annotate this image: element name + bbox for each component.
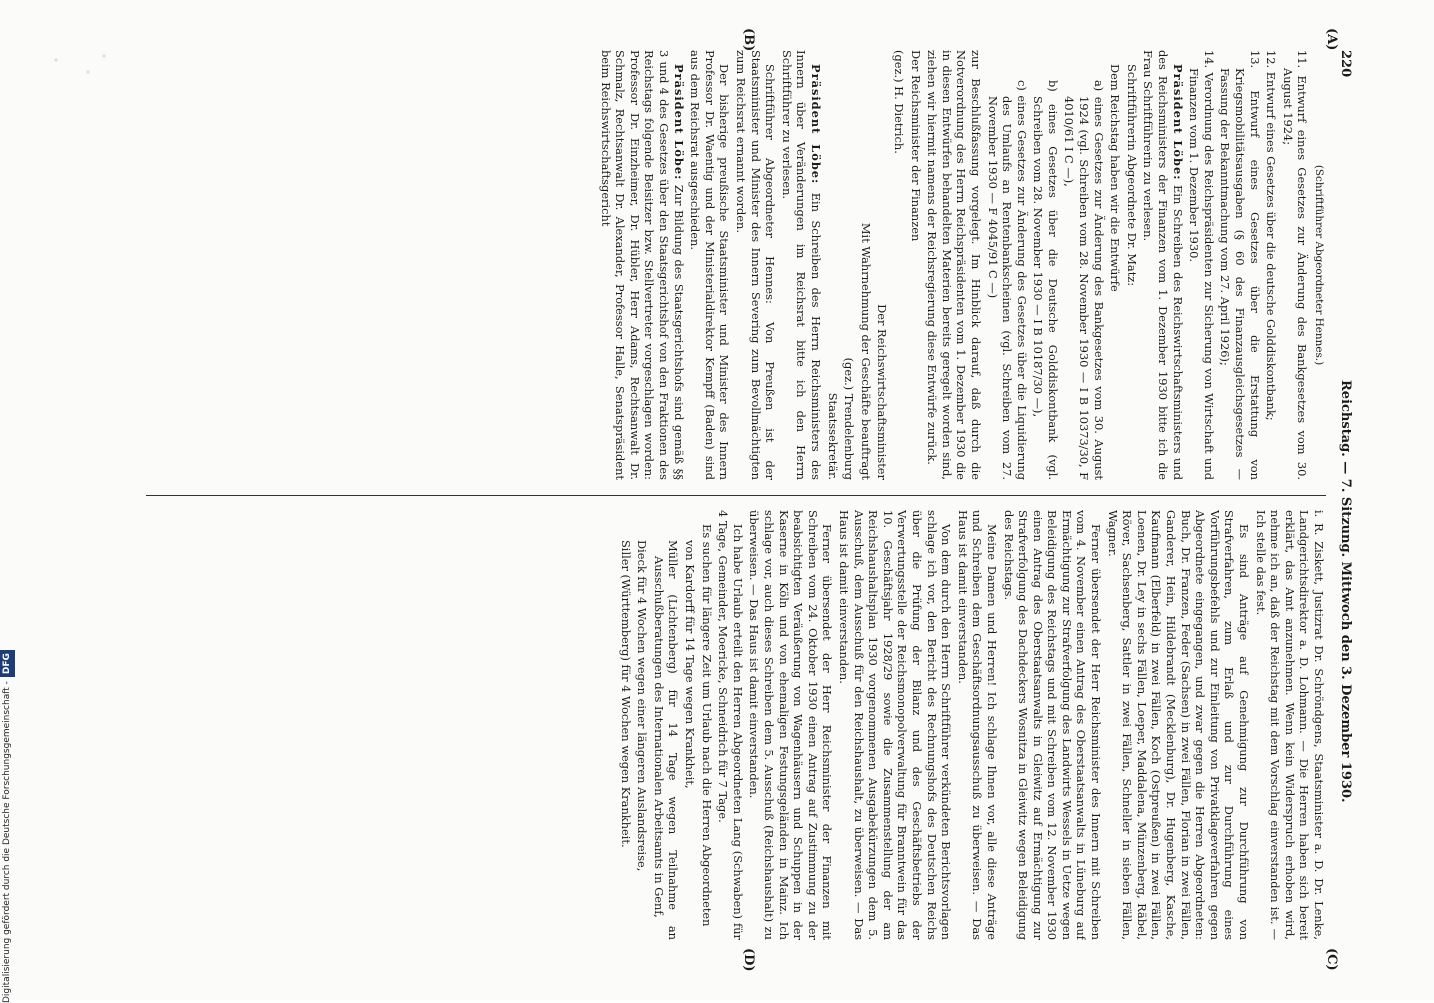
paragraph — [598, 50, 686, 480]
agenda-item: 13. Entwurf eines Gesetzes über die Erstattung von Kriegsmobilitätsausgaben (§ 60 des Finanzausgleichsgesetzes — Fassung der Bekanntmachung vom 27. April 1926); — [1218, 50, 1262, 480]
paragraph: Schriftführerin Abgeordnete Dr. Matz: — [1124, 64, 1139, 287]
funding-note-band — [0, 0, 16, 1003]
paragraph: Ich habe Urlaub erteilt den Herren Abgeordneten Lang (Schwaben) für 4 Tage, Gemeinder, Moericke, Schneidrich für 7 Tage. — [716, 510, 745, 940]
signature-line: Der Reichswirtschaftsminister — [875, 304, 890, 480]
funding-text: Digitalisierung gefördert durch die Deutsche Forschungsgemeinschaft - — [2, 681, 12, 1003]
speaker-name: Präsident Löbe: — [1170, 64, 1185, 181]
paragraph: Ferner übersendet der Herr Reichsminister der Finanzen mit Schreiben vom 24. Oktober 1930 einen Antrag auf Zustimmung zu der beabsichtigten Veräußerung von Wagenhäusern und Schuppen in der Kaserne in Köln und von ehemaligen Festungsgeländen in Mainz. Ich schlage vor, auch dieses Schreiben dem 5. Ausschuß (Reichshaushalt) zu überweisen. — Das Haus ist damit einverstanden. — [747, 510, 835, 940]
paragraph: Schriftführer Abgeordneter Hennes: Von Preußen ist der Staatsminister und Minister des Innern Severing zum Bevollmächtigten zum Reichsrat ernannt worden. — [734, 50, 778, 480]
left-column — [136, 50, 1326, 480]
agenda-list — [1187, 50, 1310, 480]
speaker-note: (Schriftführer Abgeordneter Hennes.) — [1313, 164, 1325, 366]
funding-note — [0, 13, 15, 1003]
speaker-name: Präsident Löbe: — [671, 64, 686, 181]
sub-item-a: a) eines Gesetzes zur Änderung des Bankgesetzes vom 30. August 1924 (vgl. Schreiben vom 28. November 1930 — I B 10373/30, F 4010/61 I C —), — [1062, 80, 1106, 480]
signature-line: Mit Wahrnehmung der Geschäfte beauftragt — [858, 222, 873, 480]
agenda-item: 12. Entwurf eines Gesetzes über die deutsche Golddiskontbank; — [1264, 50, 1279, 421]
right-column — [136, 510, 1326, 940]
speech-text: Ein Schreiben des Herrn Reichsministers des Innern über Veränderungen im Reichsrat bitte ich den Herrn Schriftführer zu verlesen. — [779, 50, 823, 480]
leave-entry: Siller (Württemberg) für 4 Wochen wegen Krankheit. — [618, 540, 633, 848]
paragraph — [1141, 50, 1185, 480]
speaker-name: Präsident Löbe: — [809, 64, 823, 185]
leave-entry: Müller (Lichtenberg) für 14 Tage wegen Teilnahme an Ausschußberatungen des Internationalen Arbeitsamts in Genf, — [651, 540, 681, 940]
margin-letter-b: (B) — [741, 28, 756, 52]
paragraph: Ferner übersendet der Herr Reichsminister des Innern mit Schreiben vom 4. November einen Antrag des Oberstaatsanwalts in Lüneburg auf Ermächtigung zur Strafverfolgung des Landwirts Wessels in Uetze wegen Beleidigung des Reichstags und mit Schreiben vom 12. November 1930 einen Antrag des Oberstaatsanwalts in Gleiwitz auf Ermächtigung zur Strafverfolgung des Dachdeckers Wosnitza in Gleiwitz wegen Beleidigung des Reichstags. — [1001, 510, 1104, 940]
agenda-item: 14. Verordnung des Reichspräsidenten zur Sicherung von Wirtschaft und Finanzen vom 1. Dezember 1930. — [1187, 50, 1216, 480]
leave-entry: von Kardorff für 14 Tage wegen Krankheit, — [683, 540, 698, 789]
paragraph: i. R. Ziskett, Justizrat Dr. Schröndgens, Staatsminister a. D. Dr. Lenke, Landgerichtsdirektor a. D. Lohmann. — Die Herren haben sich bereit erklärt, das Amt anzunehmen. Wenn kein Widerspruch erhoben wird, nehme ich an, daß der Reichstag mit dem Vorschlag einverstanden ist. — Ich stelle das fest. — [1253, 510, 1326, 940]
paragraph: Es sind Anträge auf Genehmigung zur Durchführung von Strafverfahren, zum Erlaß und zur Durchführung eines Vorführungsbefehls und zur Einleitung von Privatklageverfahren gegen Abgeordnete eingegangen, und zwar gegen die Herren Abgeordneten: Buch, Dr. Franzen, Feder (Sachsen) in zwei Fällen, Florian in zwei Fällen, Ganderer, Hein, Hildebrandt (Mecklenburg), Dr. Hugenberg, Kasche, Kaufmann (Elberfeld) in zwei Fällen, Koch (Ostpreußen) in zwei Fällen, Loenen, Dr. Ley in sechs Fällen, Loeper, Maddalena, Münzenberg, Räbel, Röver, Sachsenberg, Sattler in zwei Fällen, Schneller in sieben Fällen, Wagner. — [1105, 510, 1252, 940]
signature-line: (gez.) H. Dietrich. — [891, 50, 906, 154]
speech-text: Zur Bildung des Staatsgerichtshofs sind gemäß §§ 3 und 4 des Gesetzes über den Staatsgerichtshof von den Fraktionen des Reichstags folgende Beisitzer bzw. Stellvertreter vorgeschlagen worden: Professor Dr. Einzheimer, Dr. Hübler, Herr Adams, Rechtsanwalt Dr. Schmalz, Rechtsanwalt Dr. Alexander, Professor Halle, Senatspräsident beim Reichswirtschaftsgericht — [598, 50, 686, 480]
page-number: 220 — [1338, 50, 1353, 78]
page-header — [1332, 50, 1352, 950]
speech-text: Ein Schreiben des Reichswirtschaftsministers und des Reichsministers der Finanzen vom 1. Dezember 1930 bitte ich die Frau Schriftführerin zu verlesen. — [1141, 50, 1185, 480]
running-title: Reichstag. — 7. Sitzung. Mittwoch den 3. Dezember 1930. — [1338, 380, 1353, 803]
scan-speck — [40, 48, 120, 88]
paragraph — [779, 50, 823, 480]
sub-item-c: c) eines Gesetzes zur Änderung des Gesetzes über die Liquidierung des Umlaufs an Rentenbankscheinen (vgl. Schreiben vom 27. November 1930 — F 4045/91 C —) — [985, 80, 1029, 480]
paragraph: Es suchen für längere Zeit um Urlaub nach die Herren Abgeordneten — [699, 524, 714, 927]
column-divider — [146, 495, 1326, 496]
dfg-logo: DFG — [0, 650, 15, 677]
signature-line: Staatssekretär. — [825, 392, 840, 480]
sub-item-b: b) eines Gesetzes über die Deutsche Golddiskontbank (vgl. Schreiben vom 28. November 1930 — I B 10187/30 —), — [1031, 80, 1060, 480]
paragraph: Der bisherige preußische Staatsminister und Minister des Innern Professor Dr. Waentig und der Ministerialdirektor Kempff (Baden) sind aus dem Reichsrat ausgeschieden. — [688, 50, 732, 480]
paragraph: Dem Reichstag haben wir die Entwürfe — [1108, 64, 1123, 292]
signature-line: Der Reichsminister der Finanzen — [908, 50, 923, 242]
signature-line: (gez.) Trendelenburg — [842, 357, 857, 480]
margin-letter-c: (C) — [1324, 948, 1339, 971]
paragraph: Von dem durch den Herrn Schriftführer verkündeten Berichtsvorlagen schlage ich vor, den Bericht des Rechnungshofs des Deutschen Reichs über die Prüfung der Bilanz und des Geschäftsbetriebs der Verwertungsstelle der Reichsmonopolverwaltung für Branntwein für das 10. Geschäftsjahr 1928/29 sowie die Zusammenstellung der am Reichshaushaltsplan 1930 vorgenommenen Ausgabekürzungen dem 5. Ausschuß, dem Ausschuß für den Reichshaushalt, zu überweisen. — Das Haus ist damit einverstanden. — [837, 510, 954, 940]
paragraph: zur Beschlußfassung vorgelegt. Im Hinblick darauf, daß durch die Notverordnung des Herrn Reichspräsidenten vom 1. Dezember 1930 die in diesen Entwürfen behandelten Materien bereits geregelt worden sind, ziehen wir hiermit namens der Reichsregierung diese Entwürfe zurück. — [925, 50, 983, 480]
agenda-item: 11. Entwurf eines Gesetzes zur Änderung des Bankgesetzes vom 30. August 1924; — [1280, 50, 1310, 480]
margin-letter-d: (D) — [741, 948, 756, 972]
paragraph: Meine Damen und Herren! Ich schlage Ihnen vor, alle diese Anträge und Schreiben dem Geschäftsordnungsausschuß zu überweisen. — Das Haus ist damit einverstanden. — [955, 510, 999, 940]
leave-entry: Dieck für 4 Wochen wegen einer längeren Auslandsreise, — [635, 540, 650, 872]
margin-letter-a: (A) — [1324, 28, 1339, 51]
document-page — [120, 30, 1360, 970]
